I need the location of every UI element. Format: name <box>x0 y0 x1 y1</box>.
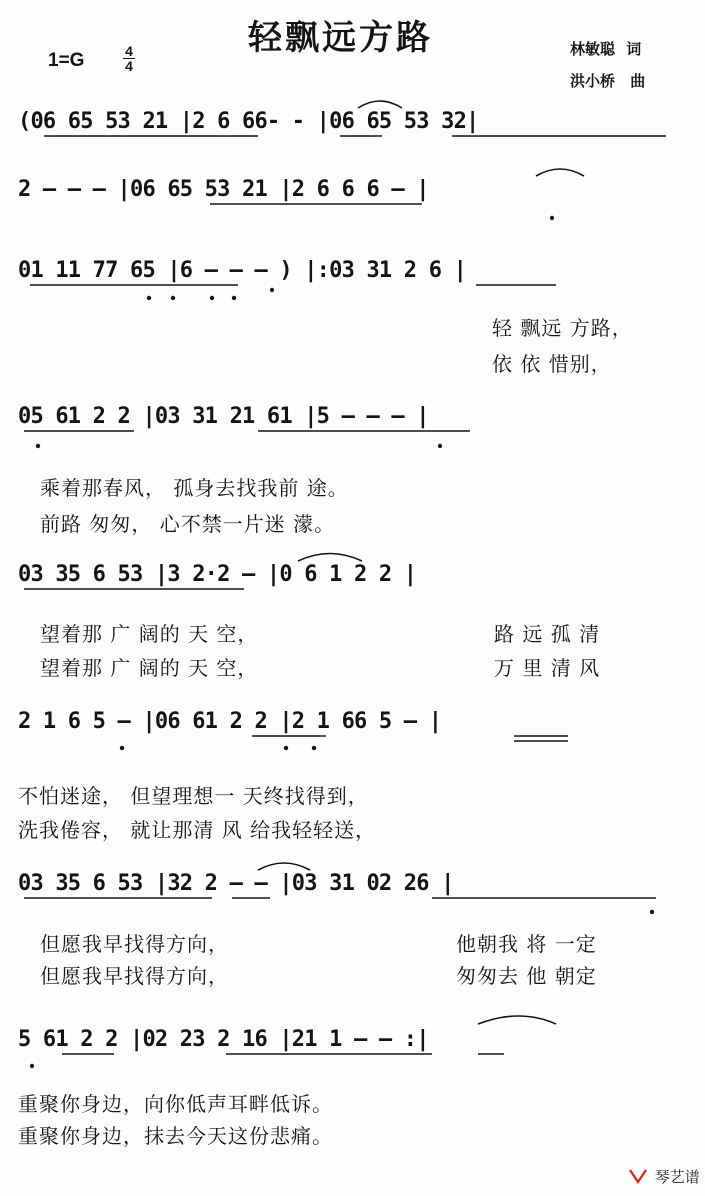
lyric-line-8-verse-1: 重聚你身边，向你低声耳畔低诉。 <box>18 1092 333 1116</box>
composer-role: 曲 <box>630 72 646 90</box>
site-logo <box>628 1166 700 1187</box>
lyric-line-7-right-verse-2: 匆匆去 他 朝定 <box>456 964 597 988</box>
time-sig-bottom: 4 <box>125 58 133 74</box>
logo-text: 琴艺谱 <box>654 1168 700 1186</box>
lyric-line-5-verse-1: 望着那 广 阔的 天 空， <box>40 622 259 646</box>
lyric-line-7-verse-2: 但愿我早找得方向， <box>40 964 229 988</box>
lyric-line-3-verse-2: 依 依 惜别， <box>492 352 612 376</box>
notation-line-3: 01 11 77 65 |6 — — — ) |:03 31 2 6 | <box>18 258 467 283</box>
notation-line-5: 03 35 6 53 |3 2·2 — |0 6 1 2 2 | <box>18 562 417 587</box>
notation-line-6: 2 1 6 5 — |06 61 2 2 |2 1 66 5 — | <box>18 709 442 734</box>
logo-icon <box>628 1168 648 1186</box>
lyric-line-4-verse-1: 乘着那春风， 孤身去找我前 途。 <box>40 476 349 500</box>
notation-line-2: 2 — — — |06 65 53 21 |2 6 6 6 — | <box>18 177 429 202</box>
lyric-line-6-verse-2: 洗我倦容， 就让那清 风 给我轻轻送， <box>18 818 377 842</box>
notation-line-1: (06 65 53 21 |2 6 66- - |06 65 53 32| <box>18 109 479 134</box>
key-signature: 1=G <box>48 50 85 71</box>
notation-line-8: 5 61 2 2 |02 23 2 16 |21 1 — — :| <box>18 1027 429 1052</box>
lyric-line-5-right-verse-1: 路 远 孤 清 <box>494 622 601 646</box>
composer-name: 洪小桥 <box>570 72 616 90</box>
lyric-line-5-verse-2: 望着那 广 阔的 天 空， <box>40 656 259 680</box>
lyricist-name: 林敏聪 <box>570 40 616 58</box>
time-sig-top: 4 <box>125 43 133 59</box>
lyric-line-8-verse-2: 重聚你身边，抹去今天这份悲痛。 <box>18 1124 333 1148</box>
notation-line-7: 03 35 6 53 |32 2 — — |03 31 02 26 | <box>18 871 454 896</box>
lyric-line-4-verse-2: 前路 匆匆， 心不禁一片迷 濛。 <box>40 512 336 536</box>
lyric-line-3-verse-1: 轻 飘远 方路， <box>492 316 633 340</box>
notation-line-4: 05 61 2 2 |03 31 21 61 |5 — — — | <box>18 404 429 429</box>
lyric-line-7-right-verse-1: 他朝我 将 一定 <box>456 932 597 956</box>
song-title: 轻飘远方路 <box>248 18 433 58</box>
lyricist-role: 词 <box>626 40 642 58</box>
lyric-line-7-verse-1: 但愿我早找得方向， <box>40 932 229 956</box>
lyric-line-5-right-verse-2: 万 里 清 风 <box>494 656 601 680</box>
lyric-line-6-verse-1: 不怕迷途， 但望理想一 天终找得到， <box>18 784 369 808</box>
